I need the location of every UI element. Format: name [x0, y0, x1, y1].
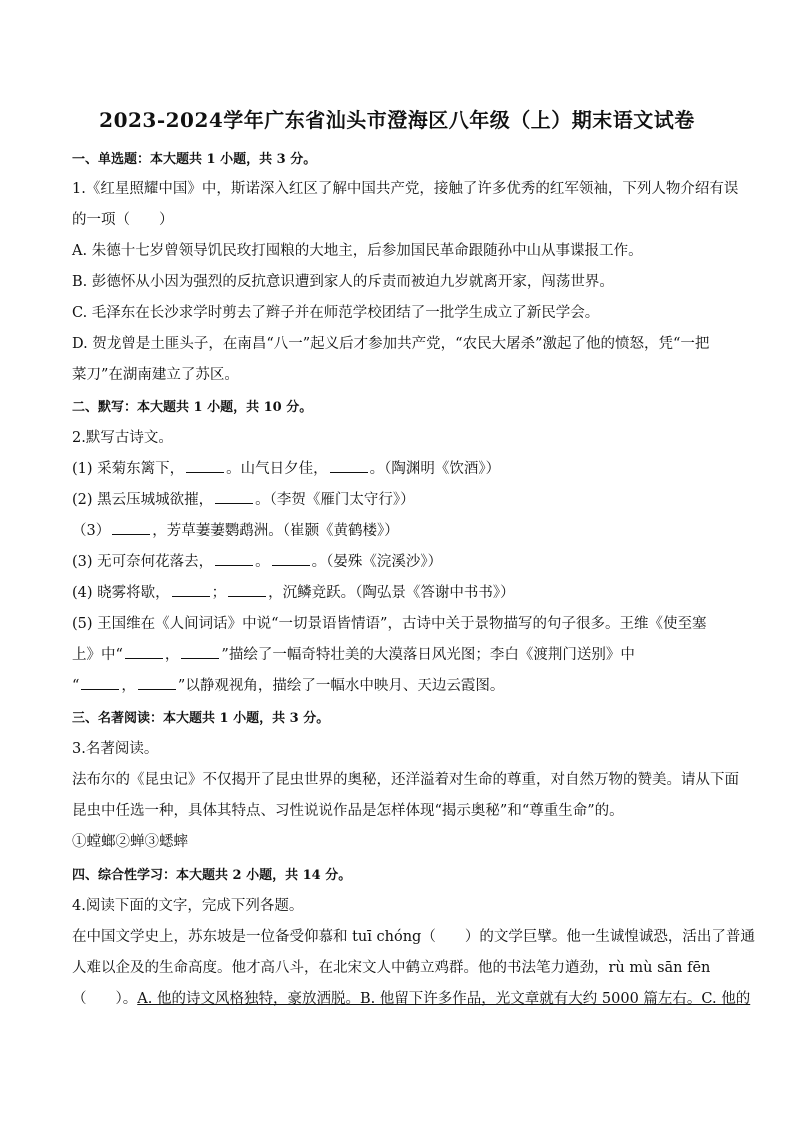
- answer-blank[interactable]: [215, 489, 253, 504]
- answer-blank[interactable]: [272, 551, 310, 566]
- q2-item-2: (2) 黑云压城城欲摧， 。（李贺《雁门太守行》）: [72, 488, 722, 509]
- q1-stem-line1: 1.《红星照耀中国》中，斯诺深入红区了解中国共产党，接触了许多优秀的红军领袖，下列人物介绍有误: [72, 181, 739, 197]
- q4-para-line1: 在中国文学史上，苏东坡是一位备受仰慕和 tuī chóng（ ）的文学巨擘。他一生诚惶诚恐，活出了普通: [72, 929, 755, 945]
- answer-blank[interactable]: [81, 675, 119, 690]
- q2-item-3: （3） ，芳草萋萋鹦鹉洲。（崔颢《黄鹤楼》）: [72, 519, 722, 540]
- q3-stem: 3.名著阅读。: [72, 741, 159, 757]
- q1-option-b: B. 彭德怀从小因为强烈的反抗意识遭到家人的斥责而被迫九岁就离开家，闯荡世界。: [72, 274, 614, 290]
- q4-stem: 4.阅读下面的文字，完成下列各题。: [72, 898, 304, 914]
- q2-item-6-line1: (5) 王国维在《人间词话》中说“一切景语皆情语”，古诗中关于景物描写的句子很多。王维《使至塞: [72, 616, 707, 632]
- q1-stem-line2: 的一项（ ）: [72, 212, 174, 228]
- q2-item-6-line3: “ ， ”以静观视角，描绘了一幅水中映月、天边云霞图。: [72, 674, 722, 695]
- q1-option-d-line1: D. 贺龙曾是土匪头子，在南昌“八一”起义后才参加共产党，“农民大屠杀”激起了他的愤怒，凭“一把: [72, 336, 710, 352]
- q4-para-line3: （ ）。A. 他的诗文风格独特，豪放洒脱。B. 他留下许多作品，光文章就有大约 5000 篇左右。C. 他的: [72, 991, 751, 1007]
- answer-blank[interactable]: [172, 582, 210, 597]
- answer-blank[interactable]: [228, 582, 266, 597]
- answer-blank[interactable]: [330, 458, 368, 473]
- q3-para-line2: 昆虫中任选一种，具体其特点、习性说说作品是怎样体现“揭示奥秘”和“尊重生命”的。: [72, 803, 624, 819]
- underlined-sentences: A. 他的诗文风格独特，豪放洒脱。B. 他留下许多作品，光文章就有大约 5000 篇左右。C. 他的: [137, 991, 751, 1007]
- page-title: 2023-2024学年广东省汕头市澄海区八年级（上）期末语文试卷: [99, 108, 695, 132]
- q2-item-1: (1) 采菊东篱下， 。山气日夕佳， 。（陶渊明《饮酒》）: [72, 457, 722, 478]
- q2-item-5: (4) 晓雾将歇， ； ，沉鳞竞跃。（陶弘景《答谢中书书》）: [72, 581, 722, 602]
- q1-option-a: A. 朱德十七岁曾领导饥民玫打囤粮的大地主，后参加国民革命跟随孙中山从事谍报工作。: [72, 243, 643, 259]
- answer-blank[interactable]: [181, 644, 219, 659]
- q3-options: ①螳螂②蝉③蟋蟀: [72, 834, 188, 850]
- answer-blank[interactable]: [138, 675, 176, 690]
- section-4-header: 四、综合性学习：本大题共 2 小题，共 14 分。: [72, 868, 352, 883]
- q1-option-c: C. 毛泽东在长沙求学时剪去了辫子并在师范学校团结了一批学生成立了新民学会。: [72, 305, 600, 321]
- section-1-header: 一、单选题：本大题共 1 小题，共 3 分。: [72, 152, 317, 167]
- section-2-header: 二、默写：本大题共 1 小题，共 10 分。: [72, 400, 313, 415]
- q2-item-6-line2: 上》中“ ， ”描绘了一幅奇特壮美的大漠落日风光图；李白《渡荆门送别》中: [72, 643, 722, 664]
- section-3-header: 三、名著阅读：本大题共 1 小题，共 3 分。: [72, 711, 330, 726]
- q3-para-line1: 法布尔的《昆虫记》不仅揭开了昆虫世界的奥秘，还洋溢着对生命的尊重，对自然万物的赞美。请从下面: [72, 772, 739, 788]
- q1-option-d-line2: 菜刀”在湖南建立了苏区。: [72, 367, 239, 383]
- q4-para-line2: 人难以企及的生命高度。他才高八斗，在北宋文人中鹤立鸡群。他的书法笔力遒劲，rù mù sān fēn: [72, 960, 711, 976]
- q2-stem: 2.默写古诗文。: [72, 430, 173, 446]
- answer-blank[interactable]: [125, 644, 163, 659]
- answer-blank[interactable]: [112, 520, 150, 535]
- answer-blank[interactable]: [186, 458, 224, 473]
- q2-item-4: (3) 无可奈何花落去， 。 。（晏殊《浣溪沙》）: [72, 550, 722, 571]
- answer-blank[interactable]: [215, 551, 253, 566]
